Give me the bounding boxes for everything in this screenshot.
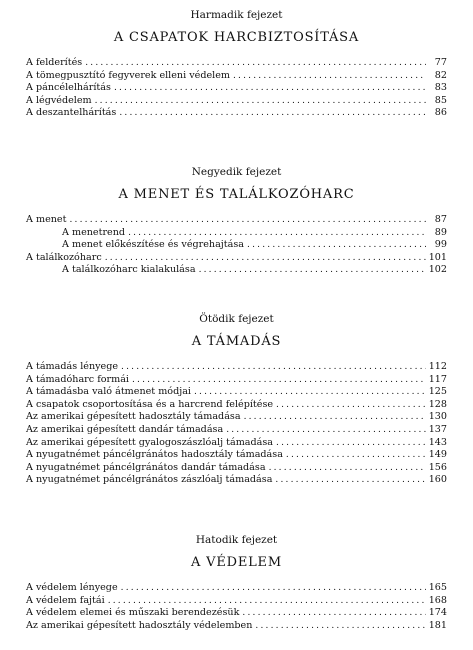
chapter-title: A CSAPATOK HARCBIZTOSÍTÁSA [113, 30, 360, 45]
dot-leader [119, 107, 426, 120]
toc-entry[interactable] [26, 214, 447, 227]
dot-leader [242, 607, 425, 620]
toc-entry[interactable] [26, 424, 447, 437]
dot-leader [276, 437, 426, 450]
entry-page: 89 [434, 226, 447, 238]
dot-leader [269, 462, 426, 475]
dot-leader [69, 214, 426, 227]
dot-leader [276, 399, 426, 412]
dot-leader [247, 239, 426, 252]
entry-page: 149 [428, 449, 447, 461]
chapter-label: Ötödik fejezet [199, 313, 274, 325]
entry-title: A védelem elemei és műszaki berendezésük [26, 607, 240, 619]
entry-page: 85 [434, 94, 447, 106]
entry-title: A nyugatnémet páncélgránátos zászlóalj támadása [26, 474, 273, 486]
chapter-label: Hatodik fejezet [195, 534, 278, 546]
entry-title: A nyugatnémet páncélgránátos hadosztály támadása [26, 449, 283, 461]
entry-page: 77 [434, 57, 447, 68]
dot-leader [226, 424, 426, 437]
toc-entry[interactable] [26, 374, 447, 387]
dot-leader [121, 582, 426, 595]
entry-page: 174 [428, 607, 447, 619]
dot-leader [128, 227, 426, 240]
chapter-6 [26, 533, 447, 632]
entry-title: A támadóharc formái [26, 373, 129, 385]
toc-entry[interactable] [26, 361, 447, 374]
toc-subentry[interactable] [26, 239, 447, 252]
entry-title: A menetrend [62, 226, 126, 238]
chapter-4 [26, 165, 447, 277]
dot-leader [286, 449, 426, 462]
toc-subentry[interactable] [26, 264, 447, 277]
entry-title: A támadás lényege [26, 361, 119, 372]
dot-leader [244, 411, 426, 424]
toc-entry[interactable] [26, 399, 447, 412]
toc-entry[interactable] [26, 595, 447, 608]
toc-entry[interactable] [26, 607, 447, 620]
entry-page: 99 [434, 239, 447, 251]
entry-page: 112 [428, 361, 447, 372]
entry-title: A védelem lényege [26, 582, 118, 593]
dot-leader [233, 70, 426, 83]
entry-title: A menet előkészítése és végrehajtása [62, 239, 245, 251]
entry-page: 101 [428, 251, 447, 263]
entry-title: Az amerikai gépesített hadosztály védelemben [26, 619, 253, 631]
dot-leader [105, 252, 426, 265]
toc-entry[interactable] [26, 252, 447, 265]
dot-leader [114, 82, 426, 95]
entry-page: 125 [428, 386, 447, 398]
toc-entry[interactable] [26, 82, 447, 95]
entry-page: 165 [428, 582, 447, 593]
entry-page: 156 [428, 461, 447, 473]
toc-entry[interactable] [26, 57, 447, 70]
toc-entry[interactable] [26, 107, 447, 120]
entry-title: A találkozóharc [26, 251, 102, 263]
entry-title: A menet [26, 214, 67, 225]
entry-page: 143 [428, 436, 447, 448]
chapter-title: A MENET ÉS TALÁLKOZÓHARC [118, 187, 355, 202]
chapter-label: Harmadik fejezet [190, 9, 283, 21]
entry-page: 128 [428, 398, 447, 410]
entry-page: 87 [434, 214, 447, 225]
toc-entry[interactable] [26, 70, 447, 83]
entry-title: A találkozóharc kialakulása [62, 264, 196, 276]
dot-leader [85, 57, 426, 70]
entry-title: A felderítés [26, 57, 83, 68]
entry-page: 137 [428, 423, 447, 435]
entry-title: Az amerikai gépesített hadosztály támadása [26, 411, 241, 423]
dot-leader [95, 95, 426, 108]
entry-page: 160 [428, 474, 447, 486]
entry-title: A támadásba való átmenet módjai [26, 386, 191, 398]
entry-page: 82 [434, 69, 447, 81]
entry-page: 86 [434, 107, 447, 119]
entry-title: Az amerikai gépesített dandár támadása [26, 423, 224, 435]
entry-page: 117 [428, 373, 447, 385]
entry-title: A deszantelhárítás [26, 107, 117, 119]
entry-title: A nyugatnémet páncélgránátos dandár támadása [26, 461, 266, 473]
entry-title: Az amerikai gépesített gyalogoszászlóalj támadása [26, 436, 274, 448]
dot-leader [255, 620, 425, 633]
toc-entry[interactable] [26, 620, 447, 633]
entry-page: 102 [428, 264, 447, 276]
entry-page: 181 [428, 619, 447, 631]
entry-title: A védelem fajtái [26, 594, 105, 606]
dot-leader [275, 474, 425, 487]
toc-entry[interactable] [26, 449, 447, 462]
chapter-title: A TÁMADÁS [191, 334, 282, 349]
chapter-5 [26, 312, 447, 487]
dot-leader [132, 374, 426, 387]
entry-page: 83 [434, 82, 447, 94]
toc-entry[interactable] [26, 462, 447, 475]
dot-leader [108, 595, 426, 608]
toc-entry[interactable] [26, 474, 447, 487]
entry-page: 168 [428, 594, 447, 606]
dot-leader [199, 264, 426, 277]
chapter-label: Negyedik fejezet [191, 166, 282, 178]
entry-title: A csapatok csoportosítása és a harcrend felépítése [26, 398, 274, 410]
toc-entry[interactable] [26, 582, 447, 595]
entry-title: A tömegpusztító fegyverek elleni védelem [26, 69, 230, 81]
chapter-3 [26, 8, 447, 120]
toc-subentry[interactable] [26, 227, 447, 240]
entry-title: A páncélelhárítás [26, 82, 111, 94]
dot-leader [194, 386, 426, 399]
entry-page: 130 [428, 411, 447, 423]
toc-entry[interactable] [26, 95, 447, 108]
toc-entry[interactable] [26, 411, 447, 424]
entry-title: A légvédelem [26, 94, 92, 106]
toc-entry[interactable] [26, 386, 447, 399]
chapter-title: A VÉDELEM [191, 555, 282, 570]
dot-leader [121, 361, 426, 374]
toc-entry[interactable] [26, 437, 447, 450]
